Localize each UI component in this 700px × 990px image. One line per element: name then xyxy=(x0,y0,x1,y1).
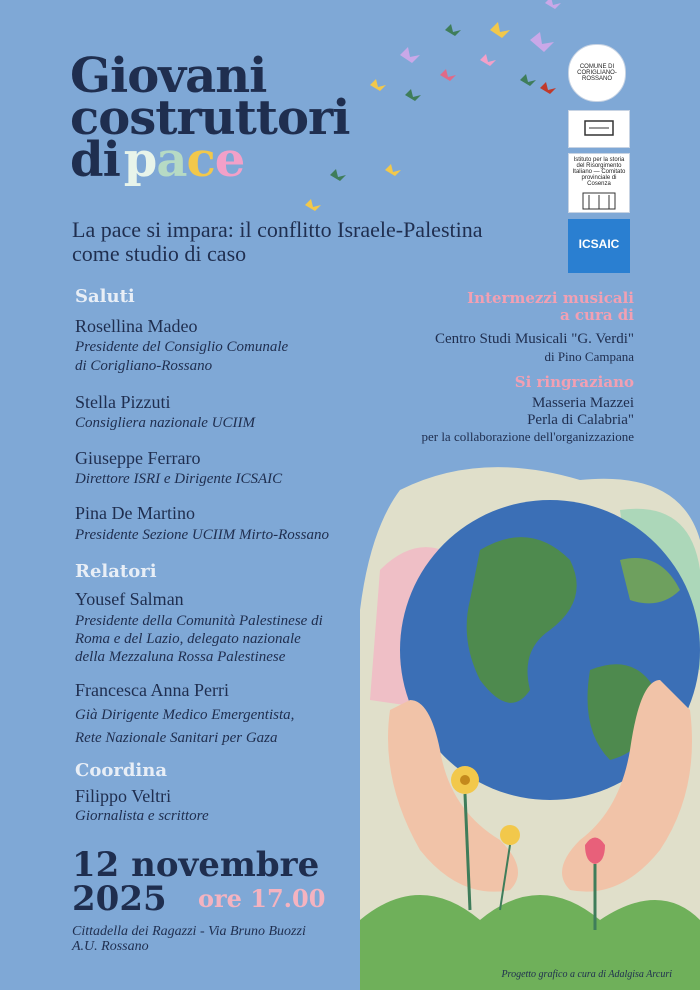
ringraziano-note: per la collaborazione dell'organizzazione xyxy=(421,429,634,444)
saluti-role: di Corigliano-Rossano xyxy=(75,358,213,374)
relatori-role: Presidente della Comunità Palestinese di xyxy=(75,613,323,629)
venue xyxy=(72,924,306,954)
relatori-role: Già Dirigente Medico Emergentista, xyxy=(75,707,295,723)
pace-letter: p xyxy=(123,132,157,188)
ringraziano-line-1: Masseria Mazzei xyxy=(531,395,634,411)
saluti-name: Giuseppe Ferraro xyxy=(75,448,201,468)
saluti-name: Rosellina Madeo xyxy=(75,316,198,336)
event-time: ore 17.00 xyxy=(198,884,326,913)
logo-2-icon xyxy=(569,111,629,147)
globe-hands-illustration xyxy=(360,450,700,990)
comune-logo xyxy=(568,44,626,102)
date-line-2: 2025 xyxy=(72,879,167,919)
saluti-role: Presidente Sezione UCIIM Mirto-Rossano xyxy=(75,527,329,543)
title-line-1: Giovani xyxy=(70,48,267,104)
coordina-role: Giornalista e scrittore xyxy=(75,808,209,824)
comune-logo-text: COMUNE DI CORIGLIANO-ROSSANO xyxy=(577,64,617,82)
butterfly-icon xyxy=(305,199,321,211)
pace-letter: a xyxy=(156,132,187,188)
icsaic-logo-text: ICSAIC xyxy=(578,237,620,251)
intermezzi-by: di Pino Campana xyxy=(544,349,634,364)
saluti-name: Pina De Martino xyxy=(75,503,195,523)
relatori-heading: Relatori xyxy=(75,561,157,582)
isri-logo xyxy=(568,153,630,213)
butterfly-icon xyxy=(520,74,536,86)
butterfly-icon xyxy=(490,22,510,38)
subtitle: La pace si impara: il conflitto Israele-Palestina come studio di caso xyxy=(72,217,483,266)
ringraziano-heading: Si ringraziano xyxy=(514,373,634,391)
saluti-name: Stella Pizzuti xyxy=(75,392,171,412)
pace-letter: e xyxy=(214,132,245,188)
intermezzi-org: Centro Studi Musicali "G. Verdi" xyxy=(434,331,634,347)
butterfly-icon xyxy=(480,54,496,66)
graphic-credit: Progetto grafico a cura di Adalgisa Arcuri xyxy=(501,969,672,980)
butterfly-icon xyxy=(440,69,456,81)
saluti-role: Presidente del Consiglio Comunale xyxy=(75,339,289,355)
intermezzi-heading: Intermezzi musicali xyxy=(467,289,634,307)
relatori-role: Roma e del Lazio, delegato nazionale xyxy=(75,631,301,647)
venue-line-2: A.U. Rossano xyxy=(72,939,149,954)
building-icon xyxy=(569,187,629,213)
saluti-heading: Saluti xyxy=(75,286,135,307)
venue-line-1: Cittadella dei Ragazzi - Via Bruno Buozzi xyxy=(72,924,306,939)
coordina-name: Filippo Veltri xyxy=(75,786,172,806)
butterfly-icon xyxy=(545,0,561,9)
butterfly-icon xyxy=(445,24,461,36)
saluti-role: Consigliera nazionale UCIIM xyxy=(75,415,255,431)
butterfly-icon xyxy=(540,82,556,94)
pace-letter: c xyxy=(186,132,215,188)
ringraziano-line-2: Perla di Calabria" xyxy=(527,412,634,428)
saluti-role: Direttore ISRI e Dirigente ICSAIC xyxy=(75,471,283,487)
logo-2 xyxy=(568,110,630,148)
title-line-2: costruttori xyxy=(70,90,350,146)
butterfly-icon xyxy=(530,32,554,52)
title-pace xyxy=(123,132,245,188)
date-line-1: 12 novembre xyxy=(72,845,320,885)
relatori-role: della Mezzaluna Rossa Palestinese xyxy=(75,649,286,665)
title-di: di xyxy=(70,132,120,188)
intermezzi-heading-2: a cura di xyxy=(559,306,634,324)
relatori-name: Francesca Anna Perri xyxy=(75,680,229,700)
relatori-name: Yousef Salman xyxy=(75,589,184,609)
poster-title xyxy=(70,48,430,188)
relatori-role: Rete Nazionale Sanitari per Gaza xyxy=(75,730,278,746)
coordina-heading: Coordina xyxy=(75,760,167,781)
icsaic-logo xyxy=(568,219,630,273)
isri-logo-text: Istituto per la storia del Risorgimento Italiano — Comitato provinciale di Cosenza xyxy=(572,157,626,187)
